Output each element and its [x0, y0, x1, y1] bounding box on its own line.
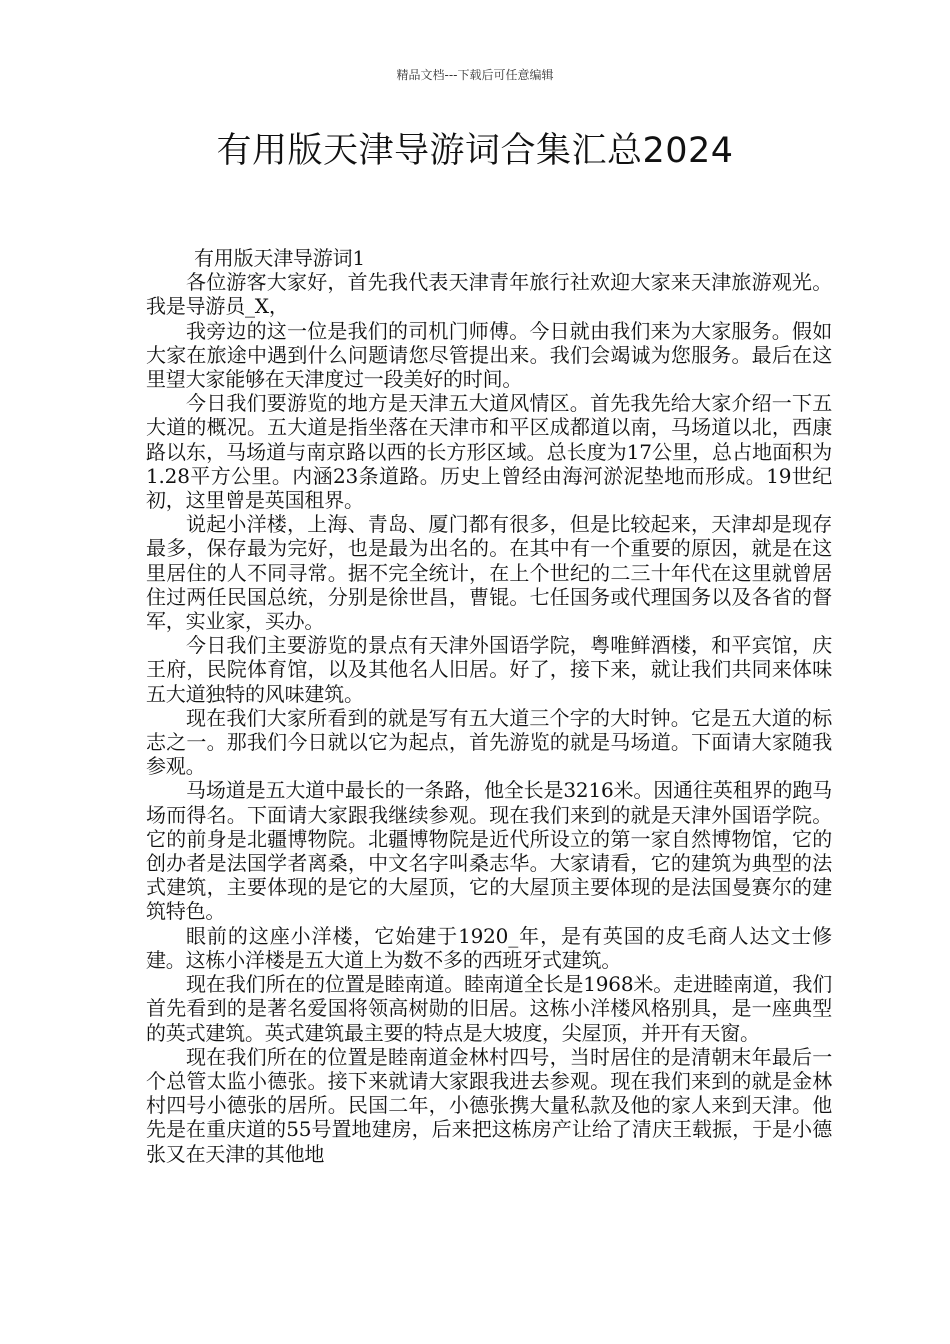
paragraph: 今日我们主要游览的景点有天津外国语学院，粤唯鲜酒楼，和平宾馆，庆王府，民院体育馆，以及其他名人旧居。好了，接下来，就让我们共同来体味五大道独特的风味建筑。: [146, 633, 832, 706]
header-note: 精品文档---下载后可任意编辑: [396, 68, 554, 82]
paragraph: 现在我们所在的位置是睦南道。睦南道全长是1968米。走进睦南道，我们首先看到的是著名爱国将领高树勋的旧居。这栋小洋楼风格别具，是一座典型的英式建筑。英式建筑最主要的特点是大坡度，尖屋顶，并开有天窗。: [146, 972, 832, 1045]
paragraph: 眼前的这座小洋楼，它始建于1920_年，是有英国的皮毛商人达文士修建。这栋小洋楼是五大道上为数不多的西班牙式建筑。: [146, 923, 832, 972]
paragraph: 说起小洋楼，上海、青岛、厦门都有很多，但是比较起来，天津却是现存最多，保存最为完好，也是最为出名的。在其中有一个重要的原因，就是在这里居住的人不同寻常。据不完全统计，在上个世纪的二三十年代在这里就曾居住过两任民国总统，分别是徐世昌，曹锟。七任国务或代理国务以及各省的督军，实业家，买办。: [146, 512, 832, 634]
paragraph: 现在我们大家所看到的就是写有五大道三个字的大时钟。它是五大道的标志之一。那我们今日就以它为起点，首先游览的就是马场道。下面请大家随我参观。: [146, 705, 832, 779]
document-title: 有用版天津导游词合集汇总2024: [216, 131, 734, 171]
document-body: [146, 246, 832, 1166]
paragraph: 今日我们要游览的地方是天津五大道风情区。首先我先给大家介绍一下五大道的概况。五大道是指坐落在天津市和平区成都道以南，马场道以北，西康路以东，马场道与南京路以西的长方形区域。总长度为17公里，总占地面积为1.28平方公里。内涵23条道路。历史上曾经由海河淤泥垫地而形成。19世纪初，这里曾是英国租界。: [146, 391, 832, 513]
section-heading: 有用版天津导游词1: [194, 246, 365, 270]
paragraph: 各位游客大家好，首先我代表天津青年旅行社欢迎大家来天津旅游观光。我是导游员_X，: [146, 270, 832, 319]
paragraph: 马场道是五大道中最长的一条路，他全长是3216米。因通往英租界的跑马场而得名。下面请大家跟我继续参观。现在我们来到的就是天津外国语学院。它的前身是北疆博物院。北疆博物院是近代所设立的第一家自然博物馆，它的创办者是法国学者离桑，中文名字叫桑志华。大家请看，它的建筑为典型的法式建筑，主要体现的是它的大屋顶，它的大屋顶主要体现的是法国曼赛尔的建筑特色。: [146, 778, 832, 924]
paragraph: 现在我们所在的位置是睦南道金林村四号，当时居住的是清朝末年最后一个总管太监小德张。接下来就请大家跟我进去参观。现在我们来到的就是金林村四号小德张的居所。民国二年，小德张携大量私款及他的家人来到天津。他先是在重庆道的55号置地建房，后来把这栋房产让给了清庆王载振，于是小德张又在天津的其他地: [146, 1044, 832, 1166]
paragraph: 我旁边的这一位是我们的司机门师傅。今日就由我们来为大家服务。假如大家在旅途中遇到什么问题请您尽管提出来。我们会竭诚为您服务。最后在这里望大家能够在天津度过一段美好的时间。: [146, 318, 832, 392]
